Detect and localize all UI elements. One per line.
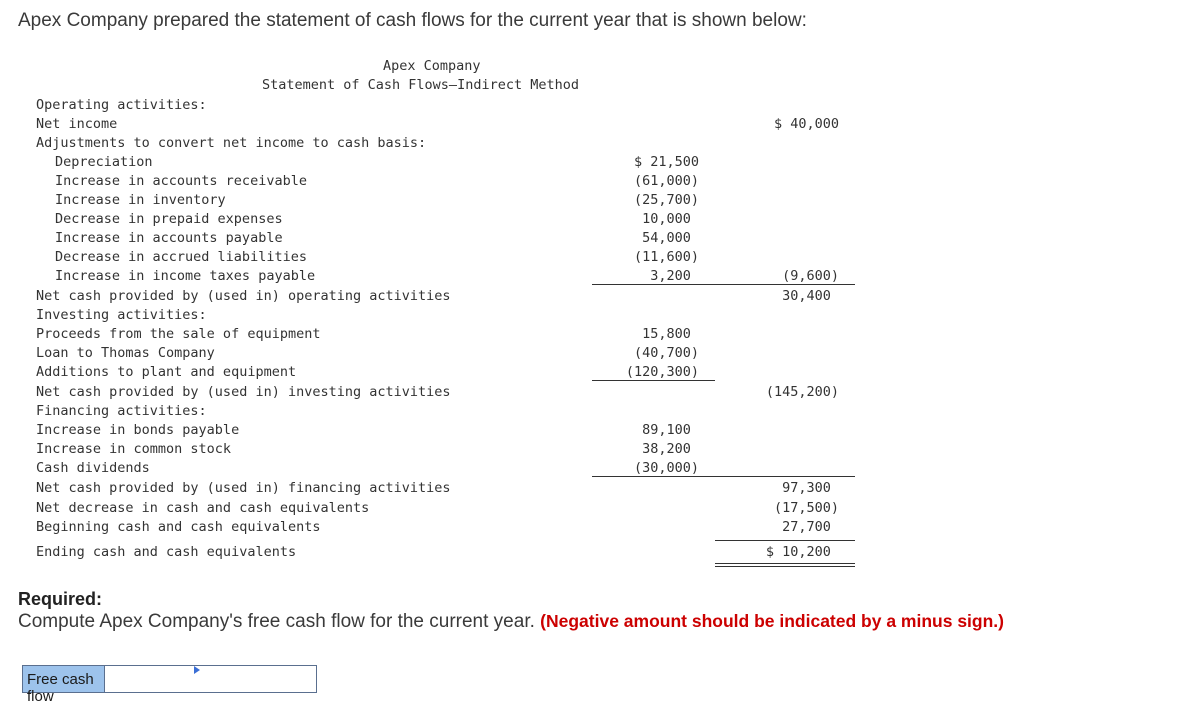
detail-amount: (25,700) [633,192,699,208]
total-double-rule [715,566,855,567]
row-label: Net cash provided by (used in) investing activities [36,384,451,400]
statement-row [0,326,1203,345]
statement-row [0,288,1203,307]
row-label: Adjustments to convert net income to cash basis: [36,135,427,151]
total-amount: (9,600) [782,268,839,284]
subtotal-rule [592,284,715,285]
row-label: Ending cash and cash equivalents [36,544,297,560]
row-label: Increase in income taxes payable [55,268,316,284]
statement-row [0,480,1203,499]
detail-amount: (61,000) [633,173,699,189]
free-cash-flow-label: Free cash flow [23,666,105,692]
statement-row [0,173,1203,192]
detail-amount: 89,100 [642,422,699,438]
subtotal-rule [715,540,855,541]
required-heading: Required: [18,589,103,609]
row-label: Decrease in accrued liabilities [55,249,307,265]
row-label: Operating activities: [36,97,207,113]
row-label: Loan to Thomas Company [36,345,215,361]
statement-row [0,249,1203,268]
intro-text: Apex Company prepared the statement of cash flows for the current year that is shown below: [18,10,807,31]
subtotal-rule [592,380,715,381]
total-amount: 27,700 [782,519,839,535]
row-label: Increase in accounts receivable [55,173,307,189]
total-amount: $ 40,000 [773,116,839,132]
statement-company: Apex Company [383,58,481,74]
total-amount: 97,300 [782,480,839,496]
statement-row [0,307,1203,326]
row-label: Increase in inventory [55,192,226,208]
detail-amount: (120,300) [625,364,699,380]
detail-amount: 15,800 [642,326,699,342]
subtotal-rule [592,476,715,477]
row-label: Depreciation [55,154,153,170]
statement-row [0,230,1203,249]
instruction-note: (Negative amount should be indicated by a minus sign.) [540,611,1004,631]
instruction-text [18,611,1004,633]
statement-row [0,154,1203,173]
detail-amount: (40,700) [633,345,699,361]
subtotal-rule [715,476,855,477]
row-label: Proceeds from the sale of equipment [36,326,321,342]
statement-row [0,97,1203,116]
statement-row [0,500,1203,519]
row-label: Net cash provided by (used in) financing activities [36,480,451,496]
row-label: Cash dividends [36,460,150,476]
total-amount: 30,400 [782,288,839,304]
row-label: Increase in bonds payable [36,422,240,438]
statement-row [0,544,1203,563]
row-label: Increase in common stock [36,441,232,457]
flag-marker-icon [194,666,200,674]
detail-amount: 3,200 [650,268,699,284]
statement-row [0,345,1203,364]
row-label: Decrease in prepaid expenses [55,211,283,227]
row-label: Financing activities: [36,403,207,419]
detail-amount: 38,200 [642,441,699,457]
row-label: Beginning cash and cash equivalents [36,519,321,535]
row-label: Net decrease in cash and cash equivalents [36,500,370,516]
statement-row [0,403,1203,422]
row-label: Additions to plant and equipment [36,364,297,380]
statement-row [0,384,1203,403]
subtotal-rule [715,284,855,285]
row-label: Increase in accounts payable [55,230,283,246]
statement-title: Statement of Cash Flows—Indirect Method [262,77,579,93]
statement-row [0,422,1203,441]
row-label: Investing activities: [36,307,207,323]
row-label: Net income [36,116,118,132]
statement-row [0,116,1203,135]
total-amount: $ 10,200 [765,544,839,560]
statement-row [0,441,1203,460]
statement-row [0,211,1203,230]
total-amount: (145,200) [765,384,839,400]
statement-row [0,519,1203,538]
detail-amount: (11,600) [633,249,699,265]
free-cash-flow-input[interactable] [105,666,316,692]
detail-amount: 10,000 [642,211,699,227]
total-amount: (17,500) [773,500,839,516]
row-label: Net cash provided by (used in) operating activities [36,288,451,304]
instruction-main: Compute Apex Company's free cash flow for the current year. [18,611,541,632]
statement-row [0,135,1203,154]
total-double-rule [715,563,855,564]
detail-amount: $ 21,500 [633,154,699,170]
answer-row [22,665,317,705]
detail-amount: 54,000 [642,230,699,246]
statement-row [0,192,1203,211]
detail-amount: (30,000) [633,460,699,476]
